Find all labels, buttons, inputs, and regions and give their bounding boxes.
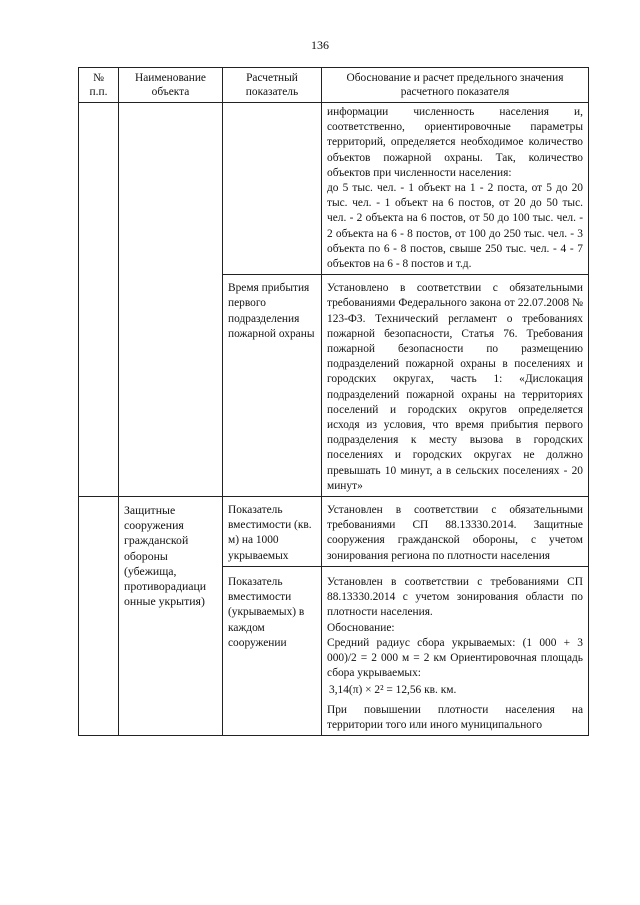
indicator-cell: Время прибытия первого подразделения пожарной охраны (223, 275, 322, 497)
table-row (79, 497, 589, 567)
table-header-row (79, 68, 589, 103)
justification-list: до 5 тыс. чел. - 1 объект на 1 - 2 поста, от 5 до 20 тыс. чел. - 1 объект на 6 постов, от 20 до 50 тыс. чел. - 2 объекта на 6 постов, от 50 до 100 тыс. чел. - 2 объекта на 6 - 8 постов, от 100 до 250 тыс. чел. - 3 объекта по 6 - 8 постов, свыше 250 тыс. чел. - 4 - 7 объектов на 6 - 8 постов и т.д. (327, 182, 583, 271)
indicator-cell: Показатель вместимости (кв. м) на 1000 укрываемых (223, 497, 322, 567)
justification-cell: Установлен в соответствии с обязательными требованиями СП 88.13330.2014. Защитные сооружения гражданской обороны, с учетом зонирования региона по плотности населения (322, 497, 589, 567)
table-row (79, 103, 589, 275)
justification-text: При повышении плотности населения на территории того или иного муниципального (327, 703, 583, 731)
area-formula: 3,14(π) × 2² = 12,56 кв. км. (329, 684, 457, 697)
row-num-cell (79, 103, 119, 497)
header-num: № п.п. (79, 68, 119, 103)
justification-text: информации численность населения и, соответственно, ориентировочные параметры территорий, определяется необходимое количество объектов пожарной охраны. Так, количество объектов при численности населения: (327, 106, 583, 179)
indicator-cell (223, 103, 322, 275)
justification-text: Установлен в соответствии с требованиями СП 88.13330.2014 с учетом зонирования области по плотности населения. (327, 575, 583, 619)
justification-cell: Установлено в соответствии с обязательными требованиями Федерального закона от 22.07.2008 № 123-ФЗ. Технический регламент о требованиях пожарной безопасности, Статья 76. Требования пожарной безопасности по размещению подразделений пожарной охраны в поселениях и городских округах, часть 1: «Дислокация подразделений пожарной охраны на территориях поселений и городских округов определяется исходя из условия, что время прибытия первого подразделения к месту вызова в городских поселениях и городских округах не должно превышать 10 минут, а в сельских поселениях - 20 минут» (322, 275, 589, 497)
row-num-cell (79, 497, 119, 736)
header-object-name: Наименование объекта (119, 68, 223, 103)
standards-table (78, 67, 589, 736)
header-indicator: Расчетный показатель (223, 68, 322, 103)
justification-text: Средний радиус сбора укрываемых: (1 000 + 3 000)/2 = 2 000 м = 2 км Ориентировочная площадь сбора укрываемых: (327, 636, 583, 680)
justification-cell (322, 566, 589, 735)
justification-label: Обоснование: (327, 621, 395, 634)
row-object-cell (119, 103, 223, 497)
indicator-cell: Показатель вместимости (укрываемых) в каждом сооружении (223, 566, 322, 735)
shelter-object-name: Защитные сооружения гражданской обороны (убежища, противорадиаци онные укрытия) (119, 497, 223, 736)
page-number: 136 (311, 38, 329, 52)
header-justification: Обоснование и расчет предельного значения расчетного показателя (322, 68, 589, 103)
justification-cell (322, 103, 589, 275)
